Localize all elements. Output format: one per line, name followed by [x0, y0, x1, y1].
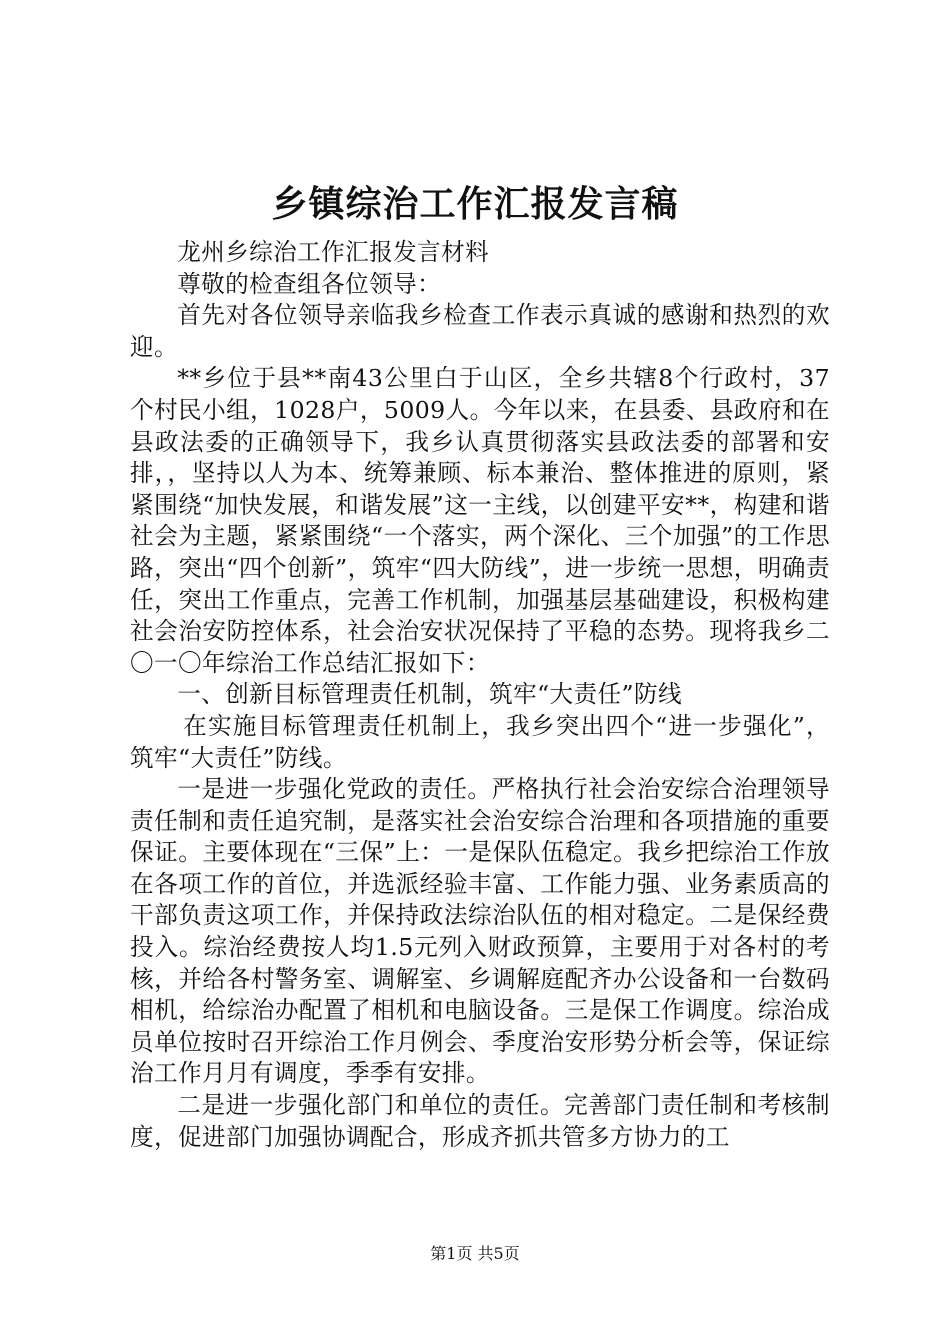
paragraph-section-intro: 在实施目标管理责任机制上，我乡突出四个“进一步强化”，筑牢“大责任”防线。 — [130, 711, 830, 772]
paragraph-party-responsibility: 一是进一步强化党政的责任。严格执行社会治安综合治理领导责任制和责任追究制，是落实社会治安综合治理和各项措施的重要保证。主要体现在“三保”上：一是保队伍稳定。我乡把综治工作放在各项工作的首位，并选派经验丰富、工作能力强、业务素质高的干部负责这项工作，并保持政法综治队伍的相对稳定。二是保经费投入。综治经费按人均1.5元列入财政预算，主要用于对各村的考核，并给各村警务室、调解室、乡调解庭配齐办公设备和一台数码相机，给综治办配置了相机和电脑设备。三是保工作调度。综治成员单位按时召开综治工作月例会、季度治安形势分析会等，保证综治工作月月有调度，季季有安排。 — [130, 775, 830, 1088]
paragraph-salutation: 尊敬的检查组各位领导： — [177, 269, 442, 298]
page-footer: 第1页 共5页 — [430, 1244, 520, 1263]
document-body — [130, 237, 830, 1153]
paragraph-overview: **乡位于县**南43公里白于山区，全乡共辖8个行政村，37个村民小组，1028户，5009人。今年以来，在县委、县政府和在县政法委的正确领导下，我乡认真贯彻落实县政法委的部署和安排，，坚持以人为本、统筹兼顾、标本兼治、整体推进的原则，紧紧围绕“加快发展，和谐发展”这一主线，以创建平安**，构建和谐社会为主题，紧紧围绕“一个落实，两个深化、三个加强”的工作思路，突出“四个创新”，筑牢“四大防线”，进一步统一思想，明确责任，突出工作重点，完善工作机制，加强基层基础建设，积极构建社会治安防控体系，社会治安状况保持了平稳的态势。现将我乡二〇一〇年综治工作总结汇报如下： — [130, 364, 830, 677]
section-heading-1: 一、创新目标管理责任机制，筑牢“大责任”防线 — [177, 680, 682, 709]
paragraph-welcome: 首先对各位领导亲临我乡检查工作表示真诚的感谢和热烈的欢迎。 — [130, 301, 830, 361]
document-title: 乡镇综治工作汇报发言稿 — [271, 183, 679, 225]
paragraph-subtitle: 龙州乡综治工作汇报发言材料 — [177, 238, 490, 266]
paragraph-department-responsibility: 二是进一步强化部门和单位的责任。完善部门责任制和考核制度，促进部门加强协调配合，形成齐抓共管多方协力的工 — [130, 1091, 830, 1151]
